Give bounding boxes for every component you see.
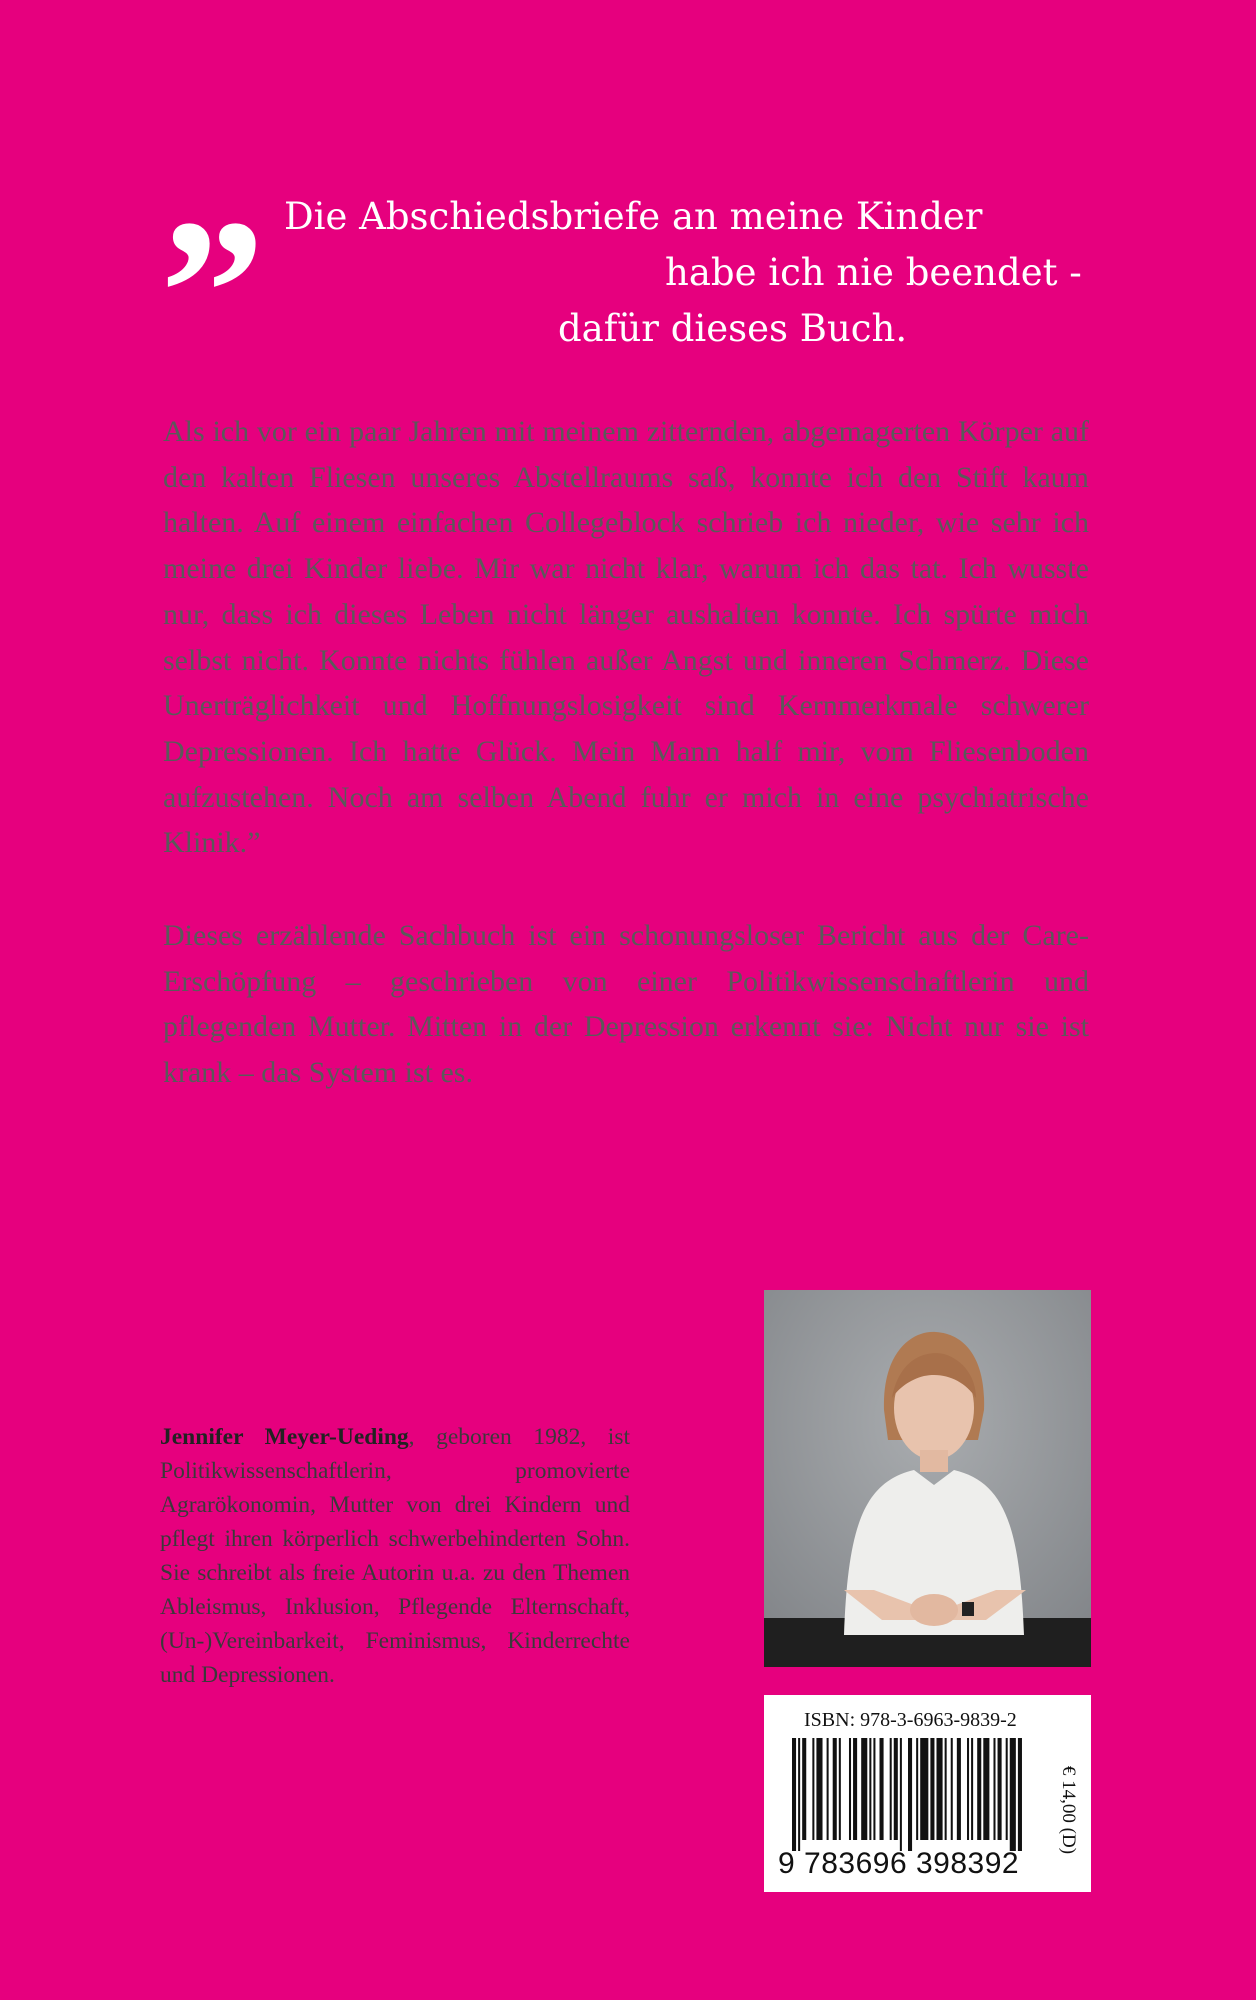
barcode-bar [930,1738,934,1840]
barcode-bar [816,1738,822,1840]
quote-icon: ” [160,177,253,409]
barcode-bar [894,1738,898,1840]
author-bio [160,1420,630,1692]
barcode-bar [920,1738,928,1840]
barcode-bar [916,1738,918,1840]
barcode-bar [798,1738,800,1851]
barcode-bar [967,1738,969,1840]
quote-line-3: dafür dieses Buch. [558,307,908,350]
author-name: Jennifer Meyer-Ueding [160,1424,409,1450]
barcode-bar [853,1738,857,1840]
author-photo [764,1290,1091,1667]
barcode-bar [983,1738,989,1840]
barcode-bar [792,1738,796,1851]
barcode-bar [1006,1738,1008,1840]
barcode-bar [839,1738,841,1840]
barcode-bar [993,1738,995,1840]
barcode-bar [998,1738,1002,1840]
barcode-bar [827,1738,829,1840]
barcode-bars [792,1738,1024,1851]
barcode-bar [812,1738,814,1840]
blurb-paragraph-1: Als ich vor ein paar Jahren mit meinem zitternden, abgemagerten Körper auf den kalten Fliesen unseres Abstellraums saß, konnte ich den Stift kaum halten. Auf einem einfachen Collegeblock schrieb ich nieder, wie sehr ich meine drei Kinder liebe. Mir war nicht klar, warum ich das tat. Ich wusste nur, dass ich dieses Leben nicht länger aushalten konnte. Ich spürte mich selbst nicht. Konnte nichts fühlen außer Angst und inneren Schmerz. Diese Unerträglichkeit und Hoffnungslosigkeit sind Kernmerkmale schwerer Depressionen. Ich hatte Glück. Mein Mann half mir, vom Fliesenboden aufzustehen. Noch am selben Abend fuhr er mich in eine psychiatrische Klinik.” [163,415,1089,860]
barcode-box [764,1695,1091,1892]
barcode-bar [957,1738,961,1840]
quote-line-2: habe ich nie beendet - [665,251,1082,294]
barcode-bar [869,1738,871,1840]
isbn-digits: 9 783696 398392 [778,1847,1020,1880]
isbn-label: ISBN: 978-3-6963-9839-2 [804,1709,1017,1731]
price-label: € 14,00 (D) [1058,1765,1079,1855]
barcode-bar [977,1738,981,1840]
barcode-bar [873,1738,875,1840]
quote-line-1: Die Abschiedsbriefe an meine Kinder [284,195,983,238]
barcode-bar [890,1738,892,1840]
barcode-bar [1018,1738,1022,1851]
barcode-bar [849,1738,851,1840]
barcode-bar [908,1738,912,1851]
barcode-bar [802,1738,806,1840]
barcode-bar [880,1738,884,1840]
barcode-bar [971,1738,973,1840]
barcode-bar [833,1738,837,1840]
blurb-paragraph-2: Dieses erzählende Sachbuch ist ein schonungsloser Bericht aus der Care-Erschöpfung – geschrieben von einer Politikwissenschaftlerin und pflegenden Mutter. Mitten in der Depression erkennt sie: Nicht nur sie ist krank – das System ist es. [163,919,1089,1090]
barcode-bar [945,1738,947,1840]
barcode-bar [1010,1738,1016,1851]
barcode-bar [861,1738,867,1840]
barcode-bar [951,1738,953,1840]
author-bio-text: , geboren 1982, ist Politikwissenschaftlerin, promovierte Agrarökonomin, Mutter von drei Kindern und pflegt ihren körperlich schwerbehinderten Sohn. Sie schreibt als freie Autorin u.a. zu den Themen Ableismus, Inklusion, Pflegende Elternschaft, (Un-)Vereinbarkeit, Feminismus, Kinderrechte und Depressionen. [160,1424,630,1688]
barcode-bar [900,1738,902,1851]
barcode-bar [936,1738,942,1840]
